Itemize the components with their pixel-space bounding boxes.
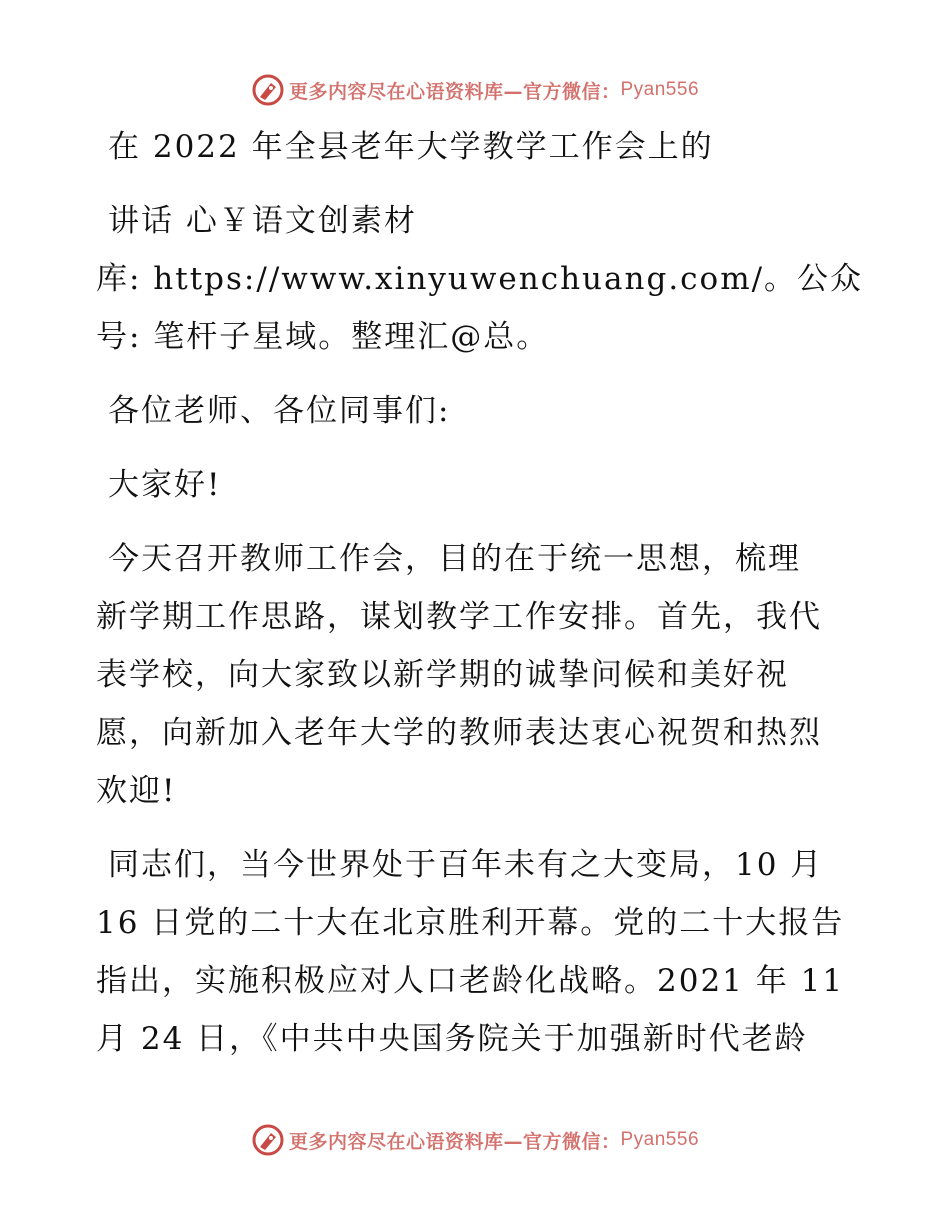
- paragraph-1-line-3: 表学校，向大家致以新学期的诚挚问候和美好祝: [96, 657, 789, 693]
- paragraph-1-line-4: 愿，向新加入老年大学的教师表达衷心祝贺和热烈: [96, 715, 822, 751]
- banner-text: 更多内容尽在心语资料库—官方微信：: [288, 1130, 621, 1153]
- document-body: [96, 118, 864, 1068]
- title-line-2: 讲话 心￥语文创素材: [108, 203, 417, 239]
- footer-watermark-banner: [0, 1120, 950, 1160]
- banner-wechat-id: Pyan556: [620, 79, 700, 100]
- paragraph-2-line-3: 指出，实施积极应对人口老龄化战略。2021 年 11: [96, 963, 845, 999]
- salutation: 各位老师、各位同事们:: [108, 393, 451, 429]
- paragraph-1-line-1: 今天召开教师工作会，目的在于统一思想，梳理: [108, 541, 801, 577]
- paragraph-1-line-5: 欢迎!: [96, 773, 177, 809]
- pen-nib-circle-icon: [251, 73, 285, 107]
- source-line-1: 库: https://www.xinyuwenchuang.com/。公众: [96, 261, 864, 297]
- banner-wechat-id: Pyan556: [620, 1129, 700, 1150]
- banner-text: 更多内容尽在心语资料库—官方微信：: [288, 80, 621, 103]
- title-line-1: 在 2022 年全县老年大学教学工作会上的: [108, 129, 714, 165]
- pen-nib-circle-icon: [251, 1123, 285, 1157]
- greeting: 大家好!: [108, 467, 222, 503]
- paragraph-2-line-4: 月 24 日，《中共中央国务院关于加强新时代老龄: [96, 1021, 808, 1057]
- paragraph-2-line-1: 同志们，当今世界处于百年未有之大变局，10 月: [108, 847, 824, 883]
- source-line-2: 号: 笔杆子星域。整理汇@总。: [96, 319, 550, 355]
- paragraph-1-line-2: 新学期工作思路，谋划教学工作安排。首先，我代: [96, 599, 822, 635]
- paragraph-2-line-2: 16 日党的二十大在北京胜利开幕。党的二十大报告: [96, 905, 845, 941]
- header-watermark-banner: [0, 70, 950, 110]
